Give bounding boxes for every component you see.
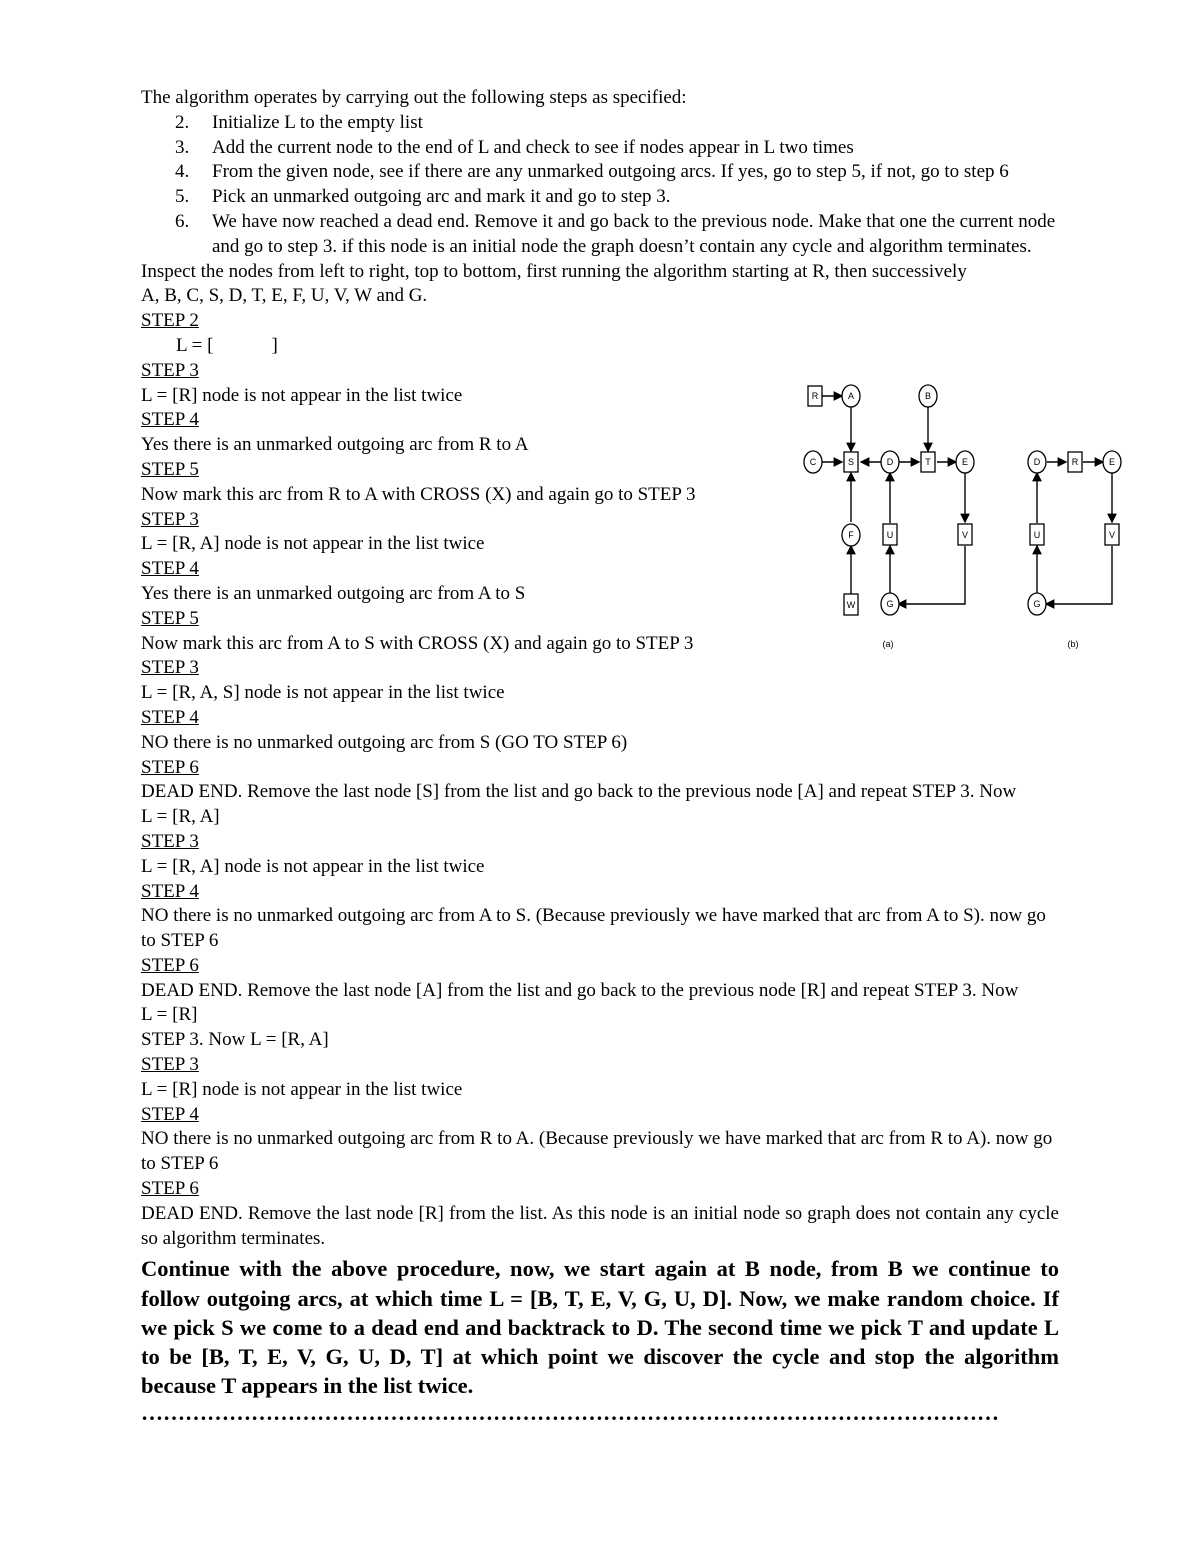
node-label: C <box>809 457 817 467</box>
edge <box>898 546 965 604</box>
trace-line: DEAD END. Remove the last node [R] from the list. As this node is an initial node so graph does not contain any cycle so algorithm terminates. <box>141 1202 1059 1249</box>
dotted-separator: ……………………………………………………………………………………………………… <box>141 1400 999 1426</box>
step-heading: STEP 3 <box>141 830 199 852</box>
step-heading: STEP 4 <box>141 706 199 728</box>
node-label: R <box>1071 457 1079 467</box>
node-label: E <box>1108 457 1116 467</box>
trace-line: Yes there is an unmarked outgoing arc from R to A <box>141 434 529 456</box>
trace-line: NO there is no unmarked outgoing arc from S (GO TO STEP 6) <box>141 731 628 753</box>
node-label: D <box>886 457 894 467</box>
document-page <box>141 86 1071 1426</box>
node-label: E <box>961 457 969 467</box>
step-heading: STEP 4 <box>141 880 199 902</box>
caption-b: (b) <box>1067 639 1079 649</box>
trace-line: L = [R] node is not appear in the list twice <box>141 1078 463 1100</box>
node-label: F <box>848 530 854 540</box>
node-label: D <box>1033 457 1041 467</box>
step-heading: STEP 3 <box>141 1054 199 1076</box>
step-heading: STEP 3 <box>141 657 199 679</box>
graph-diagram <box>800 372 1130 657</box>
list-item: 3. Add the current node to the end of L and check to see if nodes appear in L two times <box>175 136 854 158</box>
list-item: 5. Pick an unmarked outgoing arc and mark it and go to step 3. <box>175 186 671 208</box>
trace-line: NO there is no unmarked outgoing arc from A to S. (Because previously we have marked that arc from A to S). now go to STEP 6 <box>141 905 1046 952</box>
algorithm-steps <box>141 111 1071 260</box>
empty-list-line: L = [ ] <box>176 334 278 356</box>
node-label: G <box>886 599 894 609</box>
list-item: 2. Initialize L to the empty list <box>175 111 423 133</box>
step-heading: STEP 3 <box>141 508 199 530</box>
step-heading: STEP 5 <box>141 607 199 629</box>
graph-figure <box>800 372 1130 657</box>
conclusion-paragraph: Continue with the above procedure, now, we start again at B node, from B we continue to follow outgoing arcs, at which time L = [B, T, E, V, G, U, D]. Now, we make random choice. If we pick S we come to a dead end and backtrack to D. The second time we pick T and update L to be [B, T, E, V, G, U, D, T] at which point we discover the cycle and stop the algorithm because T appears in the list twice. <box>141 1256 1059 1399</box>
node-label: W <box>846 600 856 610</box>
trace-line: L = [R, A, S] node is not appear in the list twice <box>141 682 505 704</box>
step-heading: STEP 6 <box>141 756 199 778</box>
step-heading: STEP 6 <box>141 1178 199 1200</box>
edge <box>1046 546 1112 604</box>
step-heading: STEP 3 <box>141 359 199 381</box>
intro-text: The algorithm operates by carrying out the following steps as specified: <box>141 87 687 108</box>
trace-line: Now mark this arc from A to S with CROSS (X) and again go to STEP 3 <box>141 632 694 654</box>
trace-line: Now mark this arc from R to A with CROSS (X) and again go to STEP 3 <box>141 483 696 505</box>
trace-line: L = [R, A] node is not appear in the list twice <box>141 533 485 555</box>
inspect-paragraph: Inspect the nodes from left to right, top to bottom, first running the algorithm starting at R, then successively A, B, C, S, D, T, E, F, U, V, W and G. <box>141 260 967 307</box>
node-label: V <box>1108 530 1116 540</box>
node-label: S <box>847 457 855 467</box>
trace-line: L = [R, A] node is not appear in the list twice <box>141 855 485 877</box>
node-label: B <box>924 391 932 401</box>
node-label: T <box>925 457 931 467</box>
step-heading: STEP 6 <box>141 954 199 976</box>
node-label: R <box>811 391 819 401</box>
trace-line: DEAD END. Remove the last node [S] from the list and go back to the previous node [A] and repeat STEP 3. Now L = [R, A] <box>141 781 1017 828</box>
step-heading: STEP 5 <box>141 458 199 480</box>
list-item: 4. From the given node, see if there are any unmarked outgoing arcs. If yes, go to step 5, if not, go to step 6 <box>175 161 1009 183</box>
step-heading: STEP 4 <box>141 558 199 580</box>
trace-line: L = [R] node is not appear in the list twice <box>141 384 463 406</box>
node-label: U <box>886 530 894 540</box>
node-label: G <box>1033 599 1041 609</box>
trace-line: Yes there is an unmarked outgoing arc from A to S <box>141 582 526 604</box>
step-heading: STEP 4 <box>141 409 199 431</box>
step-heading: STEP 4 <box>141 1103 199 1125</box>
trace-line: NO there is no unmarked outgoing arc from R to A. (Because previously we have marked that arc from R to A). now go to STEP 6 <box>141 1128 1053 1175</box>
step-heading: STEP 2 <box>141 310 199 332</box>
trace-line: DEAD END. Remove the last node [A] from the list and go back to the previous node [R] and repeat STEP 3. Now L = [R] <box>141 979 1019 1026</box>
trace-line: STEP 3. Now L = [R, A] <box>141 1029 329 1051</box>
list-item: 6. We have now reached a dead end. Remove it and go back to the previous node. Make that one the current node and go to step 3. if this node is an initial node the graph doesn’t contain any cycle and algorithm terminates. <box>175 210 1056 257</box>
node-label: V <box>961 530 969 540</box>
node-label: A <box>847 391 855 401</box>
node-label: U <box>1033 530 1041 540</box>
caption-a: (a) <box>882 639 894 649</box>
